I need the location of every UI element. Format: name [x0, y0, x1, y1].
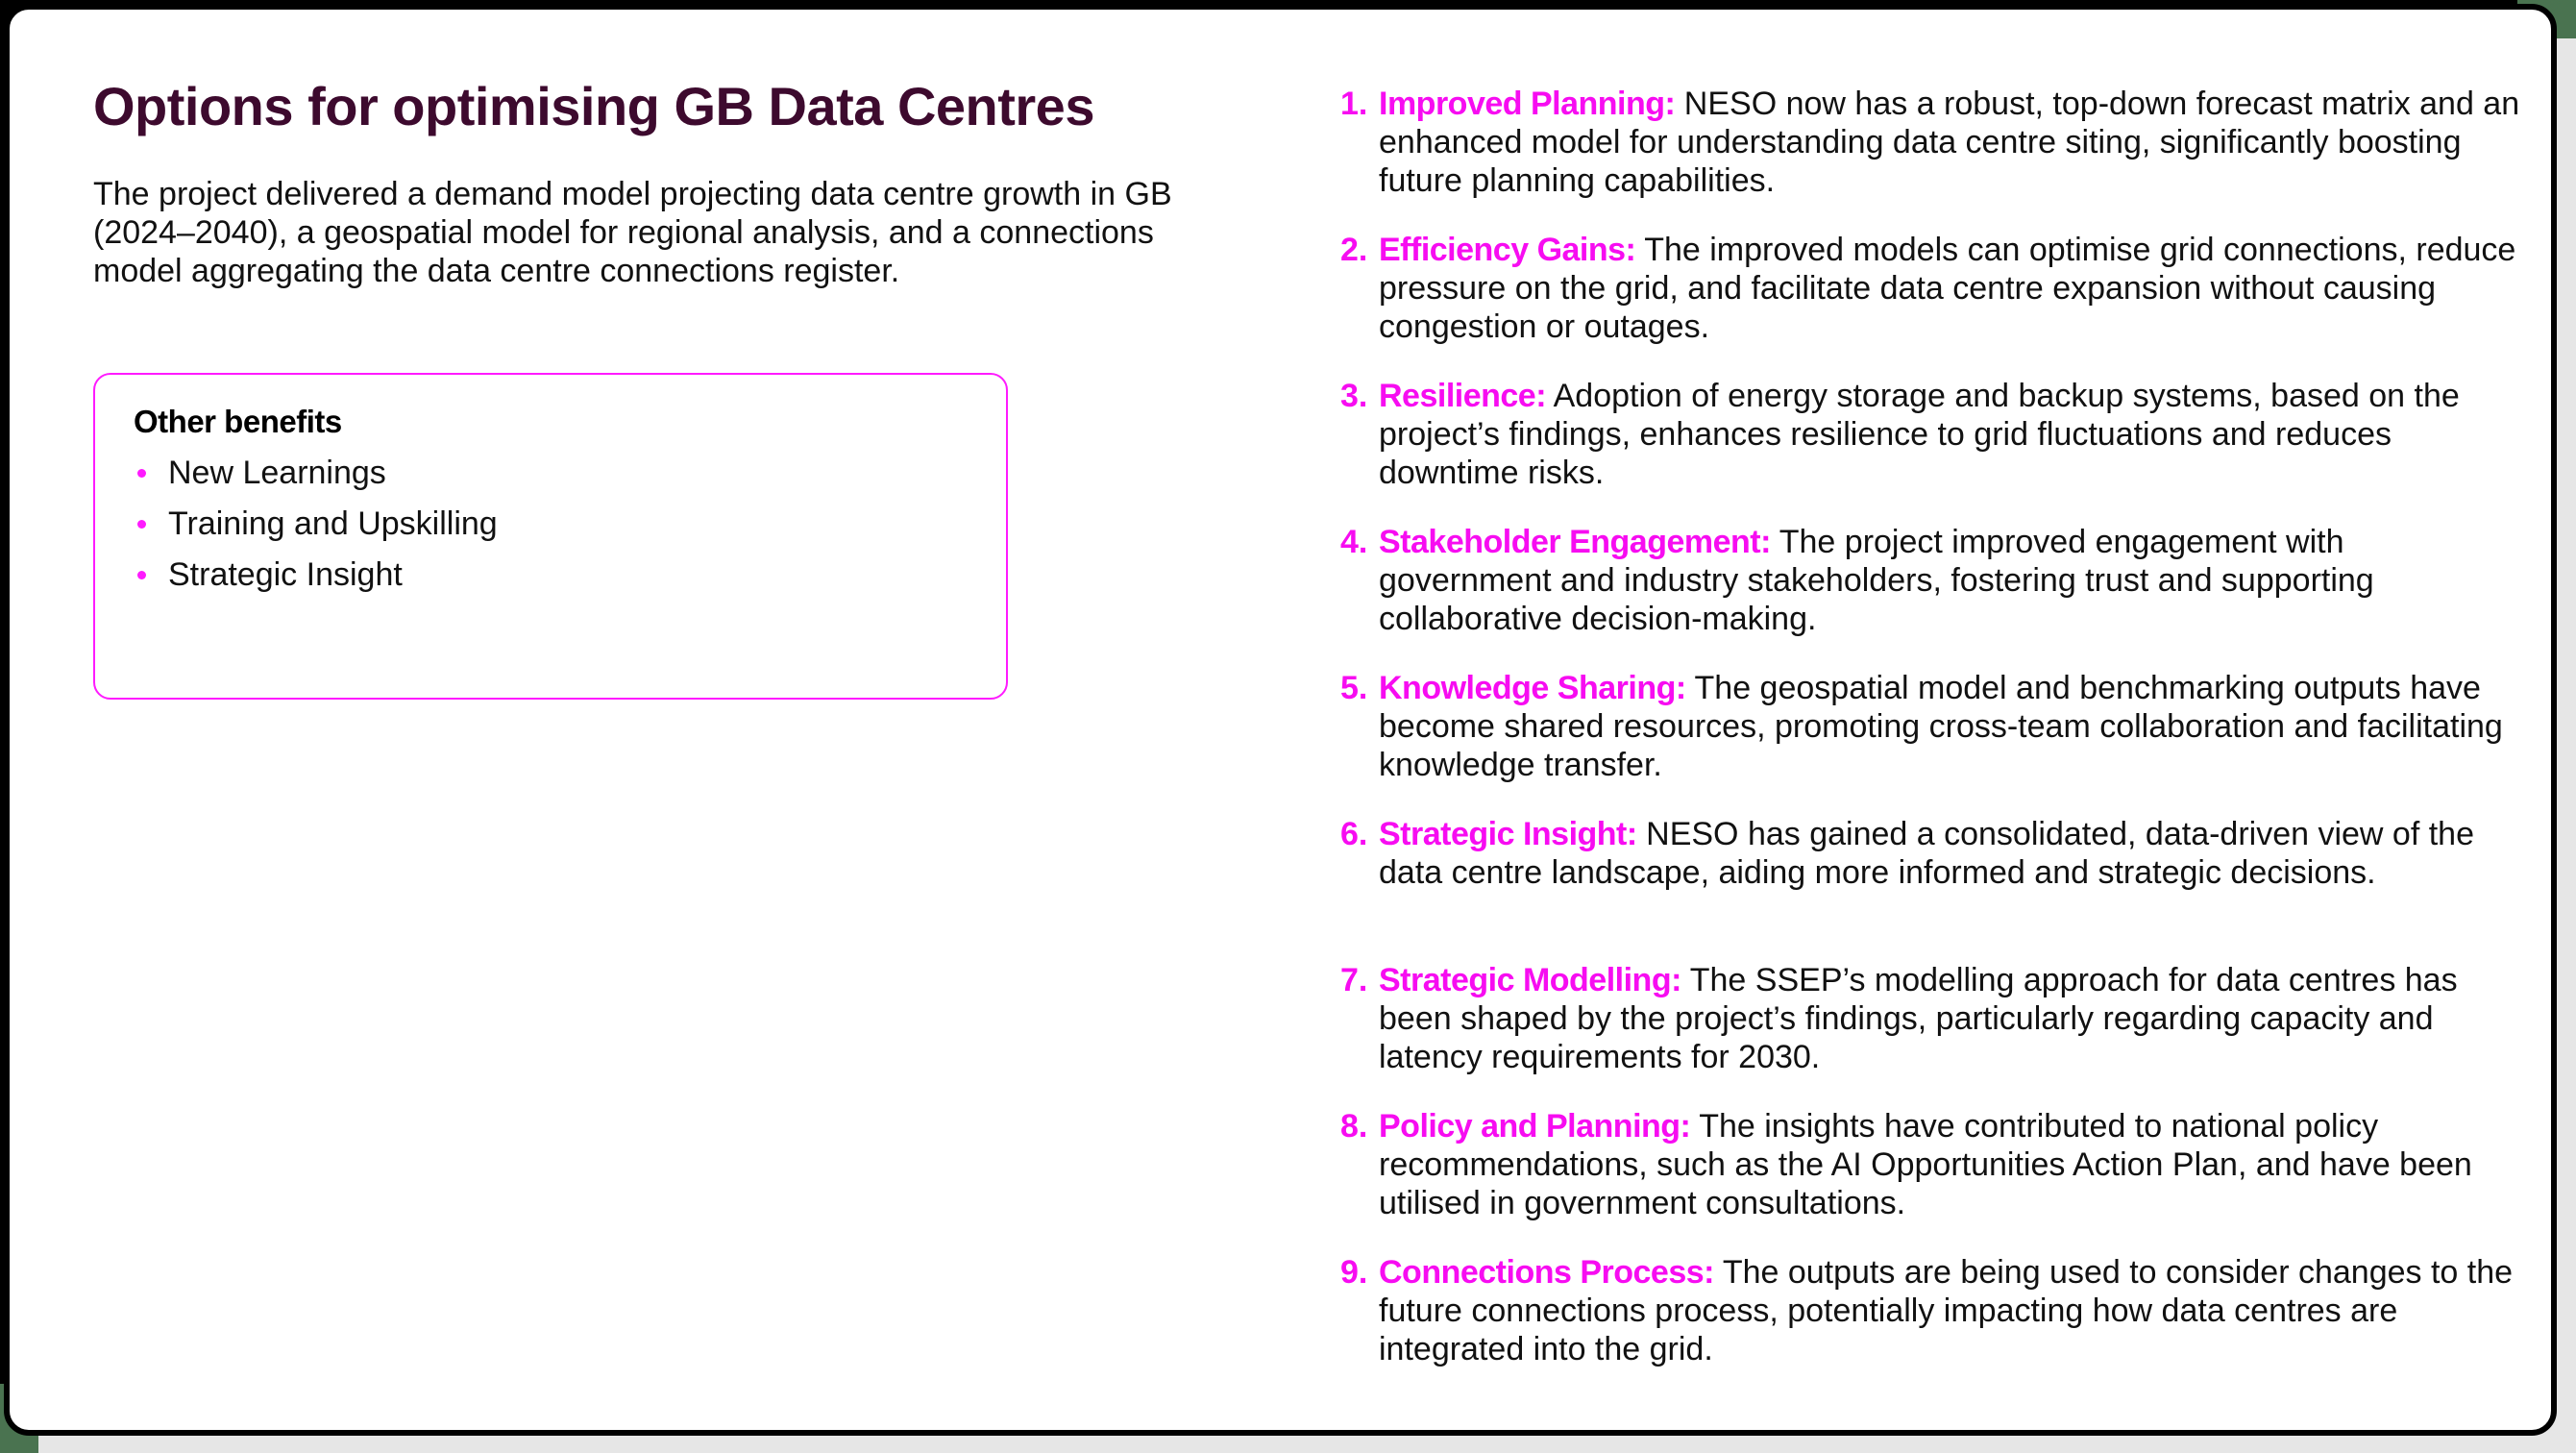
item-label: Improved Planning: — [1379, 86, 1676, 122]
item-number: 9. — [1340, 1254, 1368, 1291]
item-label: Policy and Planning: — [1379, 1108, 1691, 1145]
item-label: Resilience: — [1379, 378, 1547, 414]
other-benefits-title: Other benefits — [134, 404, 342, 439]
benefit-text: New Learnings — [168, 455, 386, 491]
benefit-item — [134, 555, 498, 606]
bullet-icon — [137, 571, 146, 579]
slide-card — [4, 4, 2557, 1436]
other-benefits-box — [93, 373, 1008, 700]
item-text: NESO now has a robust, top-down forecast matrix and an enhanced model for understanding data centre siting, significantly boosting future planning capabilities. — [1379, 86, 2520, 199]
item-text: The geospatial model and benchmarking outputs have become shared resources, promoting cross-team collaboration and facilitating knowledge transfer. — [1379, 670, 2503, 783]
benefit-text: Strategic Insight — [168, 556, 403, 593]
item-label: Strategic Modelling: — [1379, 962, 1681, 998]
item-label: Connections Process: — [1379, 1254, 1714, 1291]
benefit-item — [134, 505, 498, 555]
item-number: 3. — [1340, 378, 1368, 414]
outcome-item — [1340, 961, 2522, 1107]
item-label: Efficiency Gains: — [1379, 232, 1636, 268]
item-number: 5. — [1340, 670, 1368, 706]
item-number: 2. — [1340, 232, 1368, 268]
outcome-item — [1340, 523, 2522, 669]
item-text: Adoption of energy storage and backup systems, based on the project’s findings, enhances resilience to grid fluctuations and reduces downtime risks. — [1379, 378, 2460, 491]
item-number: 7. — [1340, 962, 1368, 998]
bullet-icon — [137, 469, 146, 478]
item-text: The improved models can optimise grid connections, reduce pressure on the grid, and facilitate data centre expansion without causing congestion or outages. — [1379, 232, 2516, 345]
item-number: 1. — [1340, 86, 1368, 122]
benefit-text: Training and Upskilling — [168, 505, 498, 542]
outcome-item — [1340, 1107, 2522, 1253]
item-text: The project improved engagement with government and industry stakeholders, fostering trust and supporting collaborative decision-making. — [1379, 524, 2374, 637]
item-text: The outputs are being used to consider changes to the future connections process, potentially impacting how data centres are integrated into the grid. — [1379, 1254, 2514, 1367]
item-label: Strategic Insight: — [1379, 816, 1637, 852]
item-label: Stakeholder Engagement: — [1379, 524, 1771, 560]
outcomes-list — [1340, 85, 2522, 1399]
intro-paragraph: The project delivered a demand model projecting data centre growth in GB (2024–2040), a geospatial model for regional analysis, and a connections model aggregating the data centre connections register. — [93, 176, 1172, 289]
item-text: The insights have contributed to national policy recommendations, such as the AI Opportunities Action Plan, and have been utilised in government consultations. — [1379, 1108, 2472, 1221]
benefit-item — [134, 454, 498, 505]
other-benefits-list — [134, 454, 498, 606]
item-label: Knowledge Sharing: — [1379, 670, 1686, 706]
outcome-item — [1340, 669, 2522, 815]
item-text: The SSEP’s modelling approach for data centres has been shaped by the project’s findings, particularly regarding capacity and latency requirements for 2030. — [1379, 962, 2458, 1075]
page-title: Options for optimising GB Data Centres — [93, 76, 1094, 136]
item-number: 8. — [1340, 1108, 1368, 1145]
item-number: 4. — [1340, 524, 1368, 560]
outcome-item — [1340, 1253, 2522, 1399]
outcome-item — [1340, 231, 2522, 377]
item-number: 6. — [1340, 816, 1368, 852]
outcome-item — [1340, 85, 2522, 231]
item-text: NESO has gained a consolidated, data-driven view of the data centre landscape, aiding more informed and strategic decisions. — [1379, 816, 2475, 891]
outcome-item — [1340, 377, 2522, 523]
bullet-icon — [137, 520, 146, 529]
outcome-item — [1340, 815, 2522, 961]
